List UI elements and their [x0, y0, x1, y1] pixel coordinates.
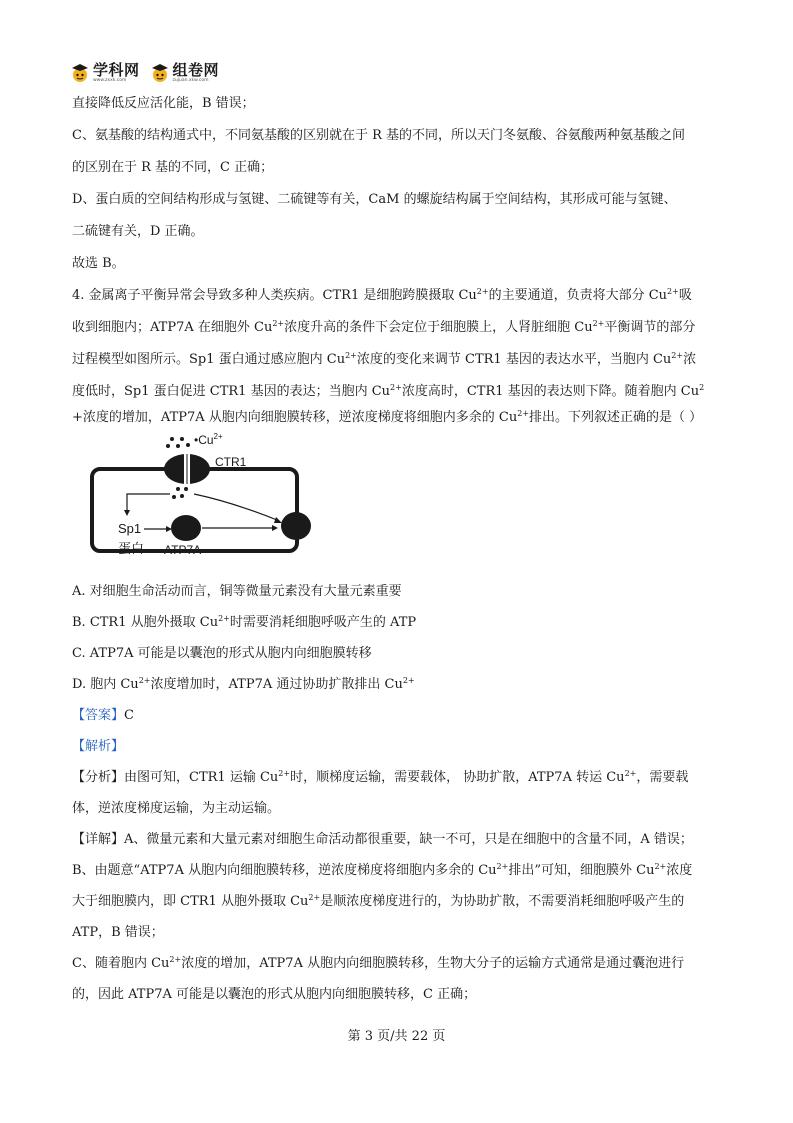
header-logos	[70, 60, 229, 86]
atp7a-membrane	[281, 512, 311, 540]
arrow-cu-to-membrane	[194, 494, 277, 520]
question-4-line: 过程模型如图所示。Sp1 蛋白通过感应胞内 $Cu^{2+}$浓度的变化来调节 CTR1 基因的表达水平，当胞内 $Cu^{2+}$浓	[72, 351, 697, 367]
logo-xuekewang[interactable]	[70, 60, 140, 84]
option-d: D. 胞内 $Cu^{2+}$浓度增加时，ATP7A 通过协助扩散排出 $Cu^{2+}$	[72, 676, 415, 692]
detail-line: B、由题意“ATP7A 从胞内向细胞膜转移，逆浓度梯度将细胞内多余的 $Cu^{2+}$排出”可知，细胞膜外 $Cu^{2+}$浓度	[72, 862, 693, 878]
ctr1-label: CTR1	[215, 455, 247, 469]
answer-tag: 【答案】	[72, 708, 125, 723]
xiangjie-tag: 【详解】	[72, 832, 125, 847]
cu-ions-outside	[166, 437, 190, 448]
graduation-cap-icon	[150, 63, 170, 83]
question-4-line: 4. 金属离子平衡异常会导致多种人类疾病。CTR1 是细胞跨膜摄取 $Cu^{2+}$的主要通道，负责将大部分 $Cu^{2+}$吸	[72, 287, 692, 303]
fenxi-tag: 【分析】	[72, 770, 125, 785]
option-a: A. 对细胞生命活动而言，铜等微量元素没有大量元素重要	[72, 584, 402, 599]
cell-diagram	[82, 432, 312, 564]
sp1-label: Sp1	[118, 521, 142, 536]
option-b: B. CTR1 从胞外摄取 $Cu^{2+}$时需要消耗细胞呼吸产生的 ATP	[72, 614, 417, 630]
analysis-heading: 【解析】	[72, 739, 125, 754]
question-4-line: 收到细胞内；ATP7A 在细胞外 $Cu^{2+}$浓度升高的条件下会定位于细胞膜上，人肾脏细胞 $Cu^{2+}$平衡调节的部分	[72, 319, 696, 335]
arrow-to-sp1	[127, 494, 170, 512]
atp7a-label: ATP7A	[164, 543, 202, 557]
logo-url: www.zxxk.com	[93, 77, 127, 83]
text-line: C、氨基酸的结构通式中，不同氨基酸的区别就在于 R 基的不同，所以天门冬氨酸、谷氨酸两种氨基酸之间	[72, 128, 686, 143]
logo-name: 学科网	[93, 60, 140, 79]
analysis-line: 体，逆浓度梯度运输，为主动运输。	[72, 801, 281, 816]
detail-line: ATP，B 错误；	[72, 925, 164, 940]
text-line: 故选 B。	[72, 256, 125, 271]
detail-line: 的，因此 ATP7A 可能是以囊泡的形式从胞内向细胞膜转移，C 正确；	[72, 987, 477, 1002]
logo-zujuanwang[interactable]	[150, 60, 220, 84]
detail-line: C、随着胞内 $Cu^{2+}$浓度的增加，ATP7A 从胞内向细胞膜转移，生物大分子的运输方式通常是通过囊泡进行	[72, 955, 685, 971]
logo-name: 组卷网	[172, 60, 220, 79]
page-number: 第 3 页/共 22 页	[347, 1029, 446, 1044]
protein-label: 蛋白	[118, 542, 145, 557]
detail-line: 【详解】A、微量元素和大量元素对细胞生命活动都很重要，缺一不可，只是在细胞中的含量不同，A 错误；	[72, 832, 693, 847]
cu-label: $•Cu^{2+}$	[194, 432, 223, 447]
text-line: 的区别在于 R 基的不同，C 正确；	[72, 160, 274, 175]
atp7a-protein	[171, 515, 201, 541]
question-4-line: +浓度的增加，ATP7A 从胞内向细胞膜转移，逆浓度梯度将细胞内多余的 $Cu^{2+}$排出。下列叙述正确的是（ ）	[72, 409, 703, 425]
text-line: 直接降低反应活化能，B 错误；	[72, 96, 255, 111]
question-4-line: 度低时，Sp1 蛋白促进 CTR1 基因的表达；当胞内 $Cu^{2+}$浓度高时，CTR1 基因的表达则下降。随着胞内 Cu$^2$	[72, 383, 705, 399]
cu-ions-inside	[172, 487, 188, 499]
text-line: D、蛋白质的空间结构形成与氢键、二硫键等有关，CaM 的螺旋结构属于空间结构，其形成可能与氢键、	[72, 192, 677, 207]
logo-url: zujuan.xkw.com	[172, 77, 209, 83]
answer-line: 【答案】C	[72, 708, 134, 723]
text-line: 二硫键有关，D 正确。	[72, 224, 204, 239]
graduation-cap-icon	[70, 63, 90, 83]
analysis-line: 【分析】由图可知，CTR1 运输 $Cu^{2+}$时，顺梯度运输，需要载体， 协助扩散，ATP7A 转运 $Cu^{2+}$，需要载	[72, 769, 689, 785]
detail-line: 大于细胞膜内，即 CTR1 从胞外摄取 $Cu^{2+}$是顺浓度梯度进行的，为协助扩散，不需要消耗细胞呼吸产生的	[72, 893, 685, 909]
option-c: C. ATP7A 可能是以囊泡的形式从胞内向细胞膜转移	[72, 646, 372, 661]
